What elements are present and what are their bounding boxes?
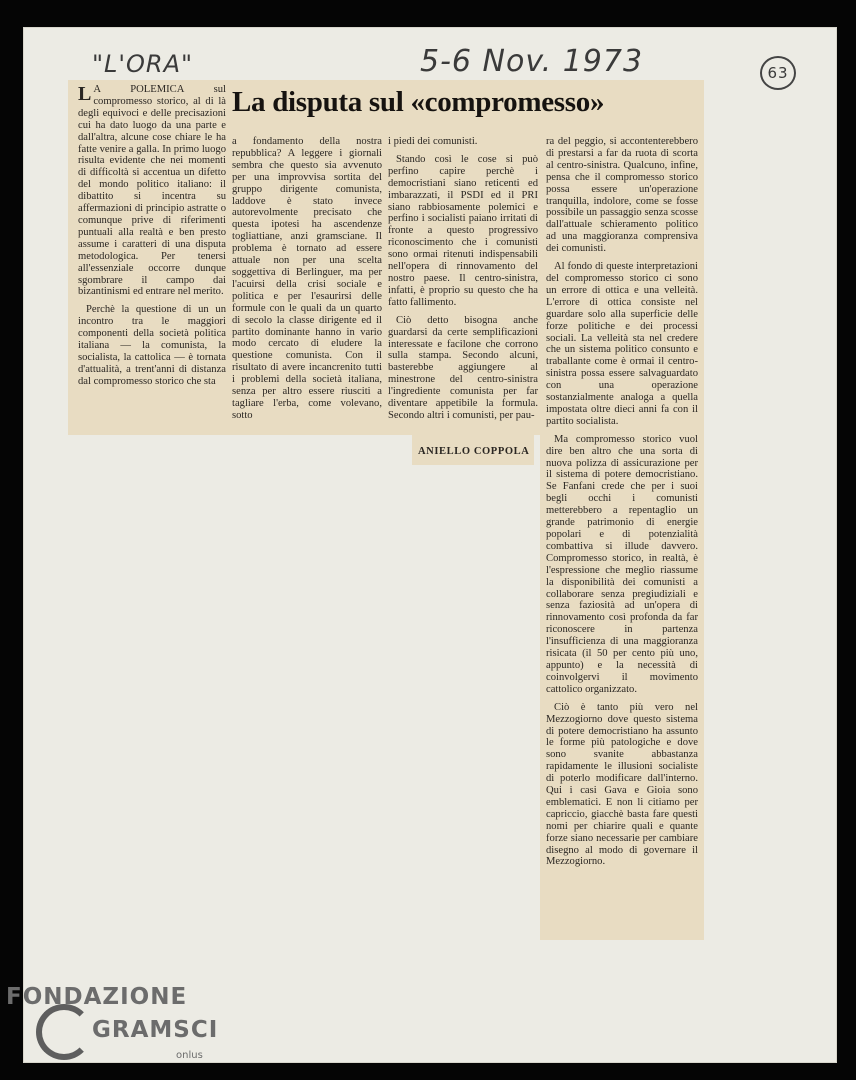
handwritten-page-number bbox=[760, 56, 796, 90]
article-column-3 bbox=[388, 136, 538, 434]
logo-g-ring bbox=[36, 1004, 92, 1060]
logo-line-2: GRAMSCI bbox=[92, 1017, 219, 1043]
column-1-paragraph-1-text: A POLEMICA sul compromesso storico, al di là degli equivoci e delle precisazioni cui ha dato luogo da una parte e dall'altra, alcune cose chiare le ha fatte venire a galla. In primo luogo risulta evidente che nei momenti di difficoltà si accentua un difetto del mondo politico italiano: il dibattito si incentra su affermazioni di principio astratte o comunque prive di riferimenti puntuali alla realtà e ben presto assume i caratteri di una disputa metodologica. Per tenersi all'essenziale occorre dunque sgombrare il campo dai bizantinismi ed entrare nel merito. bbox=[78, 84, 226, 298]
article-headline: La disputa sul «compromesso» bbox=[232, 86, 605, 118]
logo-line-1: FONDAZIONE bbox=[6, 984, 188, 1010]
column-1-paragraph-2: Perchè la questione di un un incontro tra le maggiori componenti della società politica italiana — la comunista, la socialista, la cattolica — è tornata d'attualità, a trent'anni di distanza dal compromesso storico che sta bbox=[78, 304, 226, 387]
article-column-2 bbox=[232, 136, 382, 434]
article-byline: ANIELLO COPPOLA bbox=[418, 446, 530, 457]
column-4-paragraph-2: Al fondo di queste interpretazioni del compromesso storico ci sono un errore di ottica e una velleità. L'errore di ottica consiste nel guardare solo alla superficie delle forze politiche e dei processi sociali. La velleità sta nel credere che un sistema politico consunto e traballante come è ormai il centro-sinistra possa essere salvaguardato con una operazione sostanzialmente analoga a quella impostata oltre dieci anni fa con il partito socialista. bbox=[546, 261, 698, 427]
logo-suffix: onlus bbox=[176, 1050, 203, 1061]
drop-cap: L bbox=[78, 84, 92, 105]
column-3-paragraph-1: i piedi dei comunisti. bbox=[388, 136, 478, 147]
article-column-1 bbox=[78, 84, 226, 434]
column-4-paragraph-1: ra del peggio, si accontenterebbero di prestarsi a far da ruota di scorta al centro-sinistra. Qualcuno, infine, pensa che il compromesso storico possa essere un'operazione tranquilla, indolore, come se fosse possibile un passaggio senza scosse dall'attuale schieramento politico ad una maggioranza comprensiva dei comunisti. bbox=[546, 136, 698, 255]
article-column-4 bbox=[546, 136, 698, 939]
column-3-paragraph-2: Stando così le cose si può perfino capire perchè i democristiani siano reticenti ed imbarazzati, il PSDI ed il PRI siano rabbiosamente polemici e perfino i socialisti paiano irritati di fronte a questo progressivo riconoscimento che i comunisti sono ormai ritenuti indispensabili nell'opera di rinnovamento del nostro paese. Il centro-sinistra, infatti, è proprio su questo che ha fatto fallimento. bbox=[388, 153, 538, 308]
column-2-paragraph-1: a fondamento della nostra repubblica? A leggere i giornali sembra che questo sia avvenuto per una improvvisa sortita del gruppo dirigente comunista, laddove è stato invece autorevolmente precisato che questa ipotesi ha ascendenze togliattiane, anzi gramsciane. Il problema è tornato ad essere attuale non per una scelta soggettiva di Berlinguer, ma per l'acuirsi della crisi sociale e politica e per l'esaurirsi delle formule con le quali da un quarto di secolo la classe dirigente ed il partito dominante hanno in vario modo cercato di eludere la questione comunista. Con il risultato di avere incancrenito tutti i problemi della società italiana, senza per altro essere riusciti a tagliare l'erba, come volevano, sotto bbox=[232, 136, 382, 421]
column-1-paragraph-1 bbox=[78, 84, 226, 298]
column-4-paragraph-4: Ciò è tanto più vero nel Mezzogiorno dove questo sistema di potere democristiano ha assunto le forme più patologiche e dove sono svanite abbastanza rapidamente le illusioni socialiste di poterlo modificare dall'interno. Qui i casi Gava e Gioia sono emblematici. E non li citiamo per capriccio, giacchè basta fare questi nomi per chiarire quali e quante forze siano necessarie per cambiare disegno al modo di governare il Mezzogiorno. bbox=[546, 701, 698, 868]
column-4-paragraph-3: Ma compromesso storico vuol dire ben altro che una sorta di nuova polizza di assicurazione per il sistema di potere democristiano. Se Fanfani crede che per i suoi begli occhi i comunisti metterebbero a repentaglio un grande patrimonio di energie popolari e di potenzialità combattiva si illude davvero. Compromesso storico, in realtà, è l'espressione che meglio riassume la disponibilità dei comunisti a collaborare senza pregiudiziali e senza faziosità ad un'opera di rinnovamento così profonda da far riconoscere in partenza l'insufficienza di una maggioranza risicata (il 50 per cento più uno, appunto) e la necessità di coinvolgervi il movimento cattolico organizzato. bbox=[546, 433, 698, 695]
handwritten-date: 5-6 Nov. 1973 bbox=[420, 44, 644, 79]
page-number-text: 63 bbox=[767, 64, 789, 82]
column-3-paragraph-3: Ciò detto bisogna anche guardarsi da certe semplificazioni interessate e facilone che corrono sulla stampa. Secondo alcuni, basterebbe aggiungere al minestrone del centro-sinistra l'ingrediente comunista per far diventare appetibile la formula. Secondo altri i comunisti, per pau- bbox=[388, 314, 538, 421]
handwritten-source: "L'ORA" bbox=[92, 50, 194, 78]
